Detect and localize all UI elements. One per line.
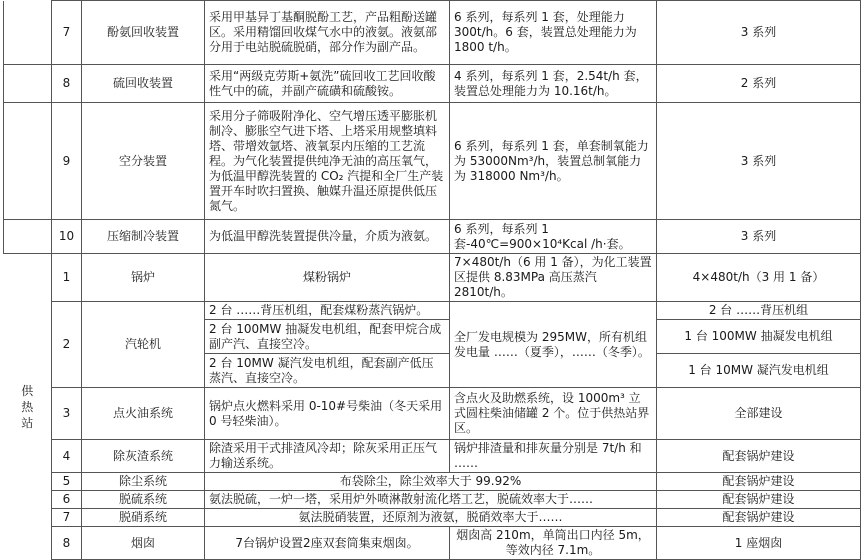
equipment-table: [3, 0, 861, 560]
device-name: 点火油系统: [82, 388, 205, 440]
capacity-description: 6 系列，每系列 1 套，处理能力 300t/h。6 套，装置总处理能力为 1800 t/h。: [450, 1, 657, 65]
capacity-description: 6 系列，每系列 1 套-40℃=900×10⁴Kcal /h·套。: [450, 220, 657, 254]
device-name: 除尘系统: [82, 473, 205, 491]
device-name: 脱硝系统: [82, 509, 205, 527]
series-count: 2 系列: [657, 65, 861, 103]
capacity-description: 4 系列，每系列 1 套，2.54t/h 套，装置总处理能力为 10.16t/h。: [450, 65, 657, 103]
row-number: 7: [52, 1, 82, 65]
table-row: [4, 65, 861, 103]
group-cell: [4, 220, 52, 254]
device-name: 压缩制冷装置: [82, 220, 205, 254]
table-row: [4, 527, 861, 560]
capacity-description: 6 系列，每系列 1 套，单套制氧能力为 53000Nm³/h，装置总制氧能力为 318000 Nm³/h。: [450, 103, 657, 220]
device-name: 烟囱: [82, 527, 205, 560]
series-count: 配套锅炉建设: [657, 473, 861, 491]
table-row: [4, 473, 861, 491]
station-label: [4, 254, 52, 560]
process-description: 2 台 10MW 凝汽发电机组，配套副产低压蒸汽、直接空冷。: [205, 354, 450, 388]
group-cell: [4, 65, 52, 103]
capacity-description: 7×480t/h（6 用 1 备），为化工装置区提供 8.83MPa 高压蒸汽 2810t/h。: [450, 254, 657, 302]
station-label-text: 供热站: [21, 383, 34, 430]
table-row: [4, 491, 861, 509]
series-count: 4×480t/h（3 用 1 备）: [657, 254, 861, 302]
process-description: 采用甲基异丁基酮脱酚工艺，产品粗酚送罐区。采用精馏回收煤气水中的液氨。液氨部分用于电站脱硫脱硝，部分作为副产品。: [205, 1, 450, 65]
capacity-description: 锅炉排渣量和排灰量分别是 7t/h 和 ……: [450, 440, 657, 473]
process-description: 煤粉锅炉: [205, 254, 450, 302]
device-name: 除灰渣系统: [82, 440, 205, 473]
process-description: 采用“两级克劳斯+氨洗”硫回收工艺回收酸性气中的硫，并副产硫磺和硫酸铵。: [205, 65, 450, 103]
row-number: 1: [52, 254, 82, 302]
table-row: [4, 254, 861, 302]
row-number: 4: [52, 440, 82, 473]
row-number: 10: [52, 220, 82, 254]
process-description: 为低温甲醇洗装置提供冷量，介质为液氨。: [205, 220, 450, 254]
group-cell: [4, 103, 52, 220]
capacity-description: 含点火及助燃系统，设 1000m³ 立式圆柱柴油储罐 2 个。位于供热站界区。: [450, 388, 657, 440]
device-name: 硫回收装置: [82, 65, 205, 103]
row-number: 6: [52, 491, 82, 509]
table-row: [4, 509, 861, 527]
series-count: 全部建设: [657, 388, 861, 440]
row-number: 7: [52, 509, 82, 527]
row-number: 5: [52, 473, 82, 491]
series-count: 3 系列: [657, 103, 861, 220]
row-number: 8: [52, 65, 82, 103]
capacity-description: 烟囱高 210m，单筒出口内径 5m，等效内径 7.1m。: [450, 527, 657, 560]
table-row: [4, 1, 861, 65]
row-number: 3: [52, 388, 82, 440]
series-count: 1 台 10MW 凝汽发电机组: [657, 354, 861, 388]
process-description: 2 台 100MW 抽凝发电机组，配套甲烷合成副产汽、直接空冷。: [205, 320, 450, 354]
process-description: 氨法脱硝装置，还原剂为液氨，脱硝效率大于……: [205, 509, 657, 527]
series-count: 3 系列: [657, 220, 861, 254]
device-name: 锅炉: [82, 254, 205, 302]
process-description: 除渣采用干式排渣风冷却；除灰采用正压气力输送系统。: [205, 440, 450, 473]
row-number: 9: [52, 103, 82, 220]
process-description: 布袋除尘，除尘效率大于 99.92%: [205, 473, 657, 491]
table-row: [4, 220, 861, 254]
process-description: 氨法脱硫，一炉一塔，采用炉外喷淋散射流化塔工艺，脱硫效率大于……: [205, 491, 657, 509]
series-count: 2 台 ……背压机组: [657, 302, 861, 320]
group-cell: [4, 1, 52, 65]
process-description: 2 台 ……背压机组，配套煤粉蒸汽锅炉。: [205, 302, 450, 320]
device-name: 空分装置: [82, 103, 205, 220]
table-row: [4, 388, 861, 440]
device-name: 汽轮机: [82, 302, 205, 388]
series-count: 1 座烟囱: [657, 527, 861, 560]
row-number: 8: [52, 527, 82, 560]
table-row: [4, 440, 861, 473]
process-description: 7台锅炉设置2座双套筒集束烟囱。: [205, 527, 450, 560]
capacity-description: 全厂发电规模为 295MW，所有机组发电量 ……（夏季），……（冬季）。: [450, 302, 657, 388]
series-count: 配套锅炉建设: [657, 440, 861, 473]
series-count: 1 台 100MW 抽凝发电机组: [657, 320, 861, 354]
row-number: 2: [52, 302, 82, 388]
process-description: 锅炉点火燃料采用 0-10#号柴油（冬天采用 0 号轻柴油）。: [205, 388, 450, 440]
process-description: 采用分子筛吸附净化、空气增压透平膨胀机制冷、膨胀空气进下塔、上塔采用规整填料塔、带增效氩塔、液氧泵内压缩的工艺流程。为气化装置提供纯净无油的高压氧气，为低温甲醇洗装置的 CO₂ 汽提和全厂生产装置开车时吹扫置换、触媒升温还原提供低压氮气。: [205, 103, 450, 220]
device-name: 脱硫系统: [82, 491, 205, 509]
table-row: [4, 302, 861, 320]
series-count: 配套锅炉建设: [657, 509, 861, 527]
table-row: [4, 103, 861, 220]
device-name: 酚氨回收装置: [82, 1, 205, 65]
series-count: 3 系列: [657, 1, 861, 65]
series-count: 配套锅炉建设: [657, 491, 861, 509]
